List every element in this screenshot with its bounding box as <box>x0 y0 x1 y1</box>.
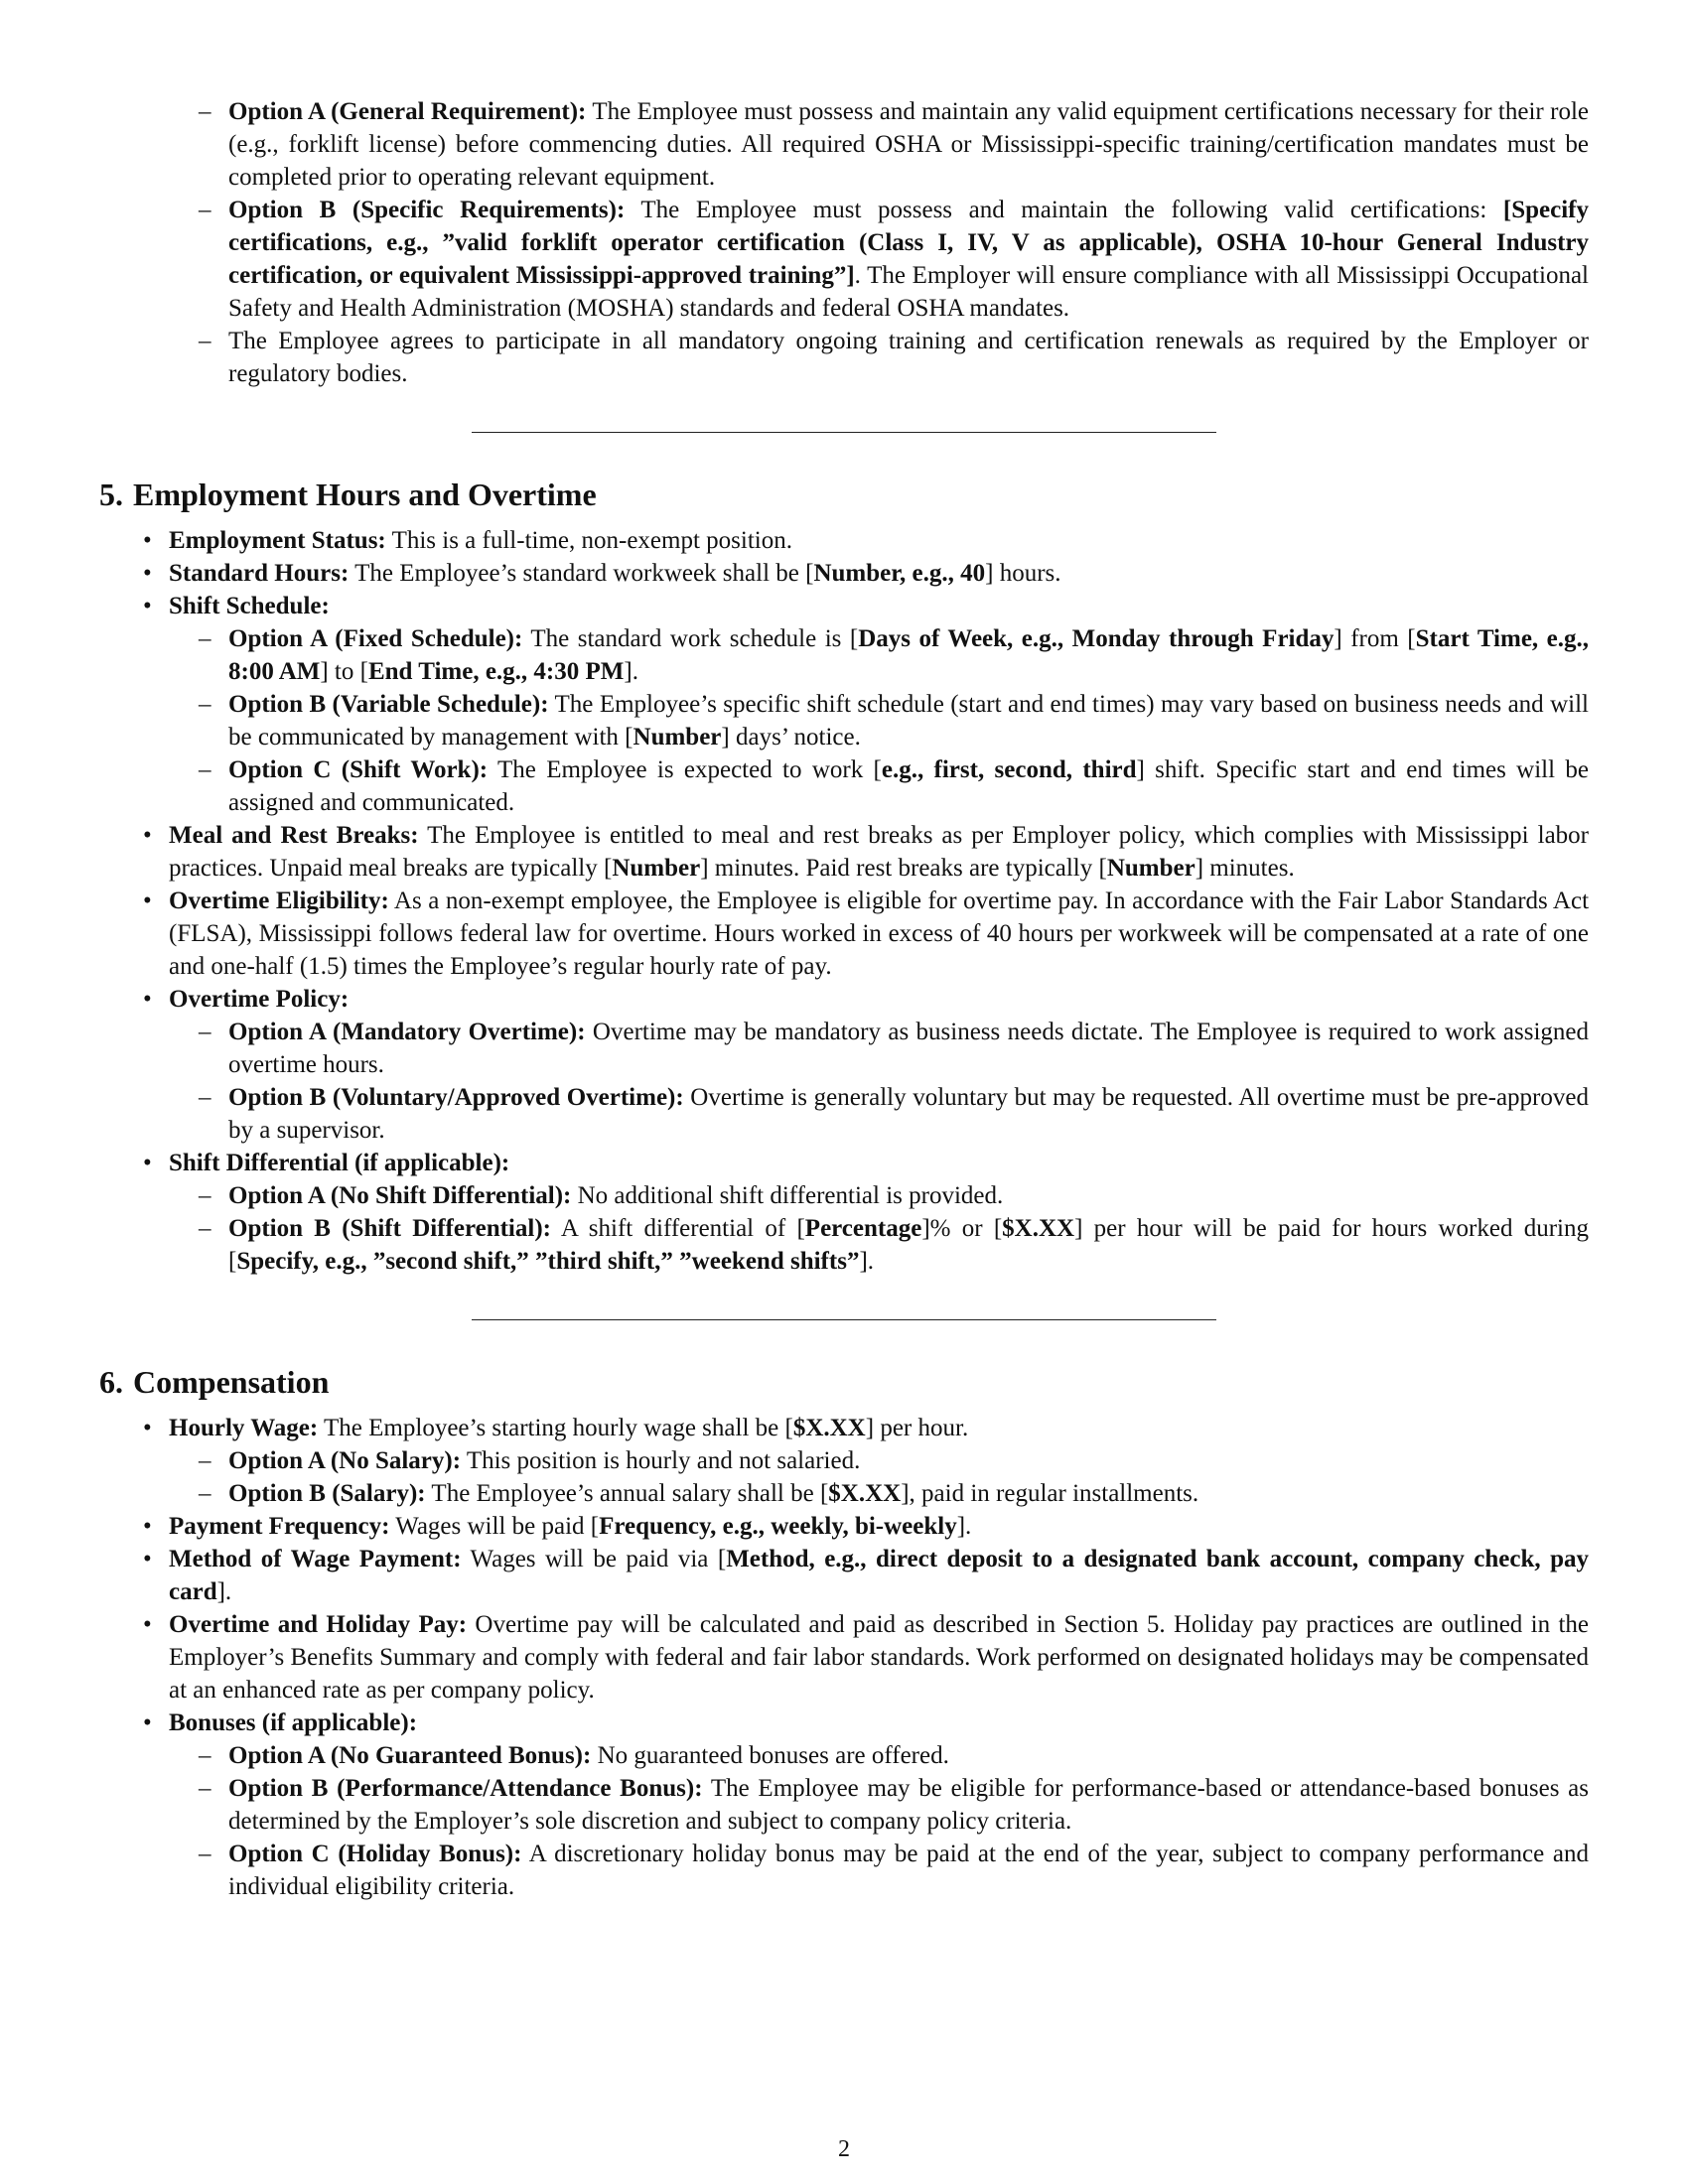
list-item: • Overtime Policy: – Option A (Mandatory Overtime): Overtime may be mandatory as business needs dictate. The Employee is required to work assigned overtime hours. – Option B (Voluntary/Approved Overtime): Overtime is generally voluntary but may be requested. All overtime must be pre-approved by a supervisor. <box>169 983 1589 1147</box>
section-5-list <box>99 524 1589 1278</box>
list-item: – Option B (Performance/Attendance Bonus): The Employee may be eligible for performance-based or attendance-based bonuses as determined by the Employer’s sole discretion and subject to company policy criteria. <box>228 1772 1589 1838</box>
list-item: • Hourly Wage: The Employee’s starting hourly wage shall be [$X.XX] per hour. – Option A (No Salary): This position is hourly and not salaried. – Option B (Salary): The Employee’s annual salary shall be [$X.XX], paid in regular installments. <box>169 1412 1589 1510</box>
list-item: – The Employee agrees to participate in all mandatory ongoing training and certification renewals as required by the Employer or regulatory bodies. <box>228 325 1589 390</box>
section-divider <box>472 432 1216 433</box>
list-item: – Option B (Variable Schedule): The Employee’s specific shift schedule (start and end times) may vary based on business needs and will be communicated by management with [Number] days’ notice. <box>228 688 1589 753</box>
list-item: – Option A (Mandatory Overtime): Overtime may be mandatory as business needs dictate. The Employee is required to work assigned overtime hours. <box>228 1016 1589 1081</box>
list-item: • Payment Frequency: Wages will be paid [Frequency, e.g., weekly, bi-weekly]. <box>169 1510 1589 1543</box>
list-item: – Option B (Salary): The Employee’s annual salary shall be [$X.XX], paid in regular installments. <box>228 1477 1589 1510</box>
list-item: – Option B (Specific Requirements): The Employee must possess and maintain the following valid certifications: [Specify certifications, e.g., ”valid forklift operator certification (Class I, IV, V as applicable), OSHA 10-hour General Industry certification, or equivalent Mississippi-approved training”]. The Employer will ensure compliance with all Mississippi Occupational Safety and Health Administration (MOSHA) standards and federal OSHA mandates. <box>228 194 1589 325</box>
overtime-options-list <box>169 1016 1589 1147</box>
list-item: • Shift Differential (if applicable): – Option A (No Shift Differential): No additional shift differential is provided. – Option B (Shift Differential): A shift differential of [Percentage]% or [$X.XX] per hour will be paid for hours worked during [Specify, e.g., ”second shift,” ”third shift,” ”weekend shifts”]. <box>169 1147 1589 1278</box>
list-item: • Method of Wage Payment: Wages will be paid via [Method, e.g., direct deposit to a designated bank account, company check, pay card]. <box>169 1543 1589 1608</box>
certification-options-list <box>99 95 1589 390</box>
list-item: • Overtime Eligibility: As a non-exempt employee, the Employee is eligible for overtime pay. In accordance with the Fair Labor Standards Act (FLSA), Mississippi follows federal law for overtime. Hours worked in excess of 40 hours per workweek will be compensated at a rate of one and one-half (1.5) times the Employee’s regular hourly rate of pay. <box>169 885 1589 983</box>
list-item: • Bonuses (if applicable): – Option A (No Guaranteed Bonus): No guaranteed bonuses are offered. – Option B (Performance/Attendance Bonus): The Employee may be eligible for performance-based or attendance-based bonuses as determined by the Employer’s sole discretion and subject to company policy criteria. – Option C (Holiday Bonus): A discretionary holiday bonus may be paid at the end of the year, subject to company performance and individual eligibility criteria. <box>169 1706 1589 1903</box>
list-item: – Option C (Shift Work): The Employee is expected to work [e.g., first, second, third] shift. Specific start and end times will be assigned and communicated. <box>228 753 1589 819</box>
salary-options-list <box>169 1444 1589 1510</box>
section-6-list <box>99 1412 1589 1903</box>
list-item: – Option A (No Salary): This position is hourly and not salaried. <box>228 1444 1589 1477</box>
list-item: • Shift Schedule: – Option A (Fixed Schedule): The standard work schedule is [Days of Week, e.g., Monday through Friday] from [Start Time, e.g., 8:00 AM] to [End Time, e.g., 4:30 PM]. – Option B (Variable Schedule): The Employee’s specific shift schedule (start and end times) may vary based on business needs and will be communicated by management with [Number] days’ notice. – Option C (Shift Work): The Employee is expected to work [e.g., first, second, third] shift. Specific start and end times will be assigned and communicated. <box>169 590 1589 819</box>
list-item: • Employment Status: This is a full-time, non-exempt position. <box>169 524 1589 557</box>
list-item: – Option B (Voluntary/Approved Overtime): Overtime is generally voluntary but may be requested. All overtime must be pre-approved by a supervisor. <box>228 1081 1589 1147</box>
section-5-heading: 5. Employment Hours and Overtime <box>99 477 597 512</box>
list-item: – Option A (General Requirement): The Employee must possess and maintain any valid equipment certifications necessary for their role (e.g., forklift license) before commencing duties. All required OSHA or Mississippi-specific training/certification mandates must be completed prior to operating relevant equipment. <box>228 95 1589 194</box>
list-item: • Overtime and Holiday Pay: Overtime pay will be calculated and paid as described in Section 5. Holiday pay practices are outlined in the Employer’s Benefits Summary and comply with federal and fair labor standards. Work performed on designated holidays may be compensated at an enhanced rate as per company policy. <box>169 1608 1589 1706</box>
list-item: – Option B (Shift Differential): A shift differential of [Percentage]% or [$X.XX] per hour will be paid for hours worked during [Specify, e.g., ”second shift,” ”third shift,” ”weekend shifts”]. <box>228 1212 1589 1278</box>
list-item: – Option A (No Shift Differential): No additional shift differential is provided. <box>228 1179 1589 1212</box>
section-6-heading: 6. Compensation <box>99 1364 330 1400</box>
bonus-options-list <box>169 1739 1589 1903</box>
shift-options-list <box>169 622 1589 819</box>
section-divider <box>472 1319 1216 1320</box>
document-page <box>99 95 1589 1903</box>
list-item: – Option C (Holiday Bonus): A discretionary holiday bonus may be paid at the end of the year, subject to company performance and individual eligibility criteria. <box>228 1838 1589 1903</box>
list-item: – Option A (No Guaranteed Bonus): No guaranteed bonuses are offered. <box>228 1739 1589 1772</box>
list-item: • Meal and Rest Breaks: The Employee is entitled to meal and rest breaks as per Employer policy, which complies with Mississippi labor practices. Unpaid meal breaks are typically [Number] minutes. Paid rest breaks are typically [Number] minutes. <box>169 819 1589 885</box>
page-number: 2 <box>838 2136 850 2162</box>
shift-differential-options-list <box>169 1179 1589 1278</box>
list-item: • Standard Hours: The Employee’s standard workweek shall be [Number, e.g., 40] hours. <box>169 557 1589 590</box>
list-item: – Option A (Fixed Schedule): The standard work schedule is [Days of Week, e.g., Monday through Friday] from [Start Time, e.g., 8:00 AM] to [End Time, e.g., 4:30 PM]. <box>228 622 1589 688</box>
